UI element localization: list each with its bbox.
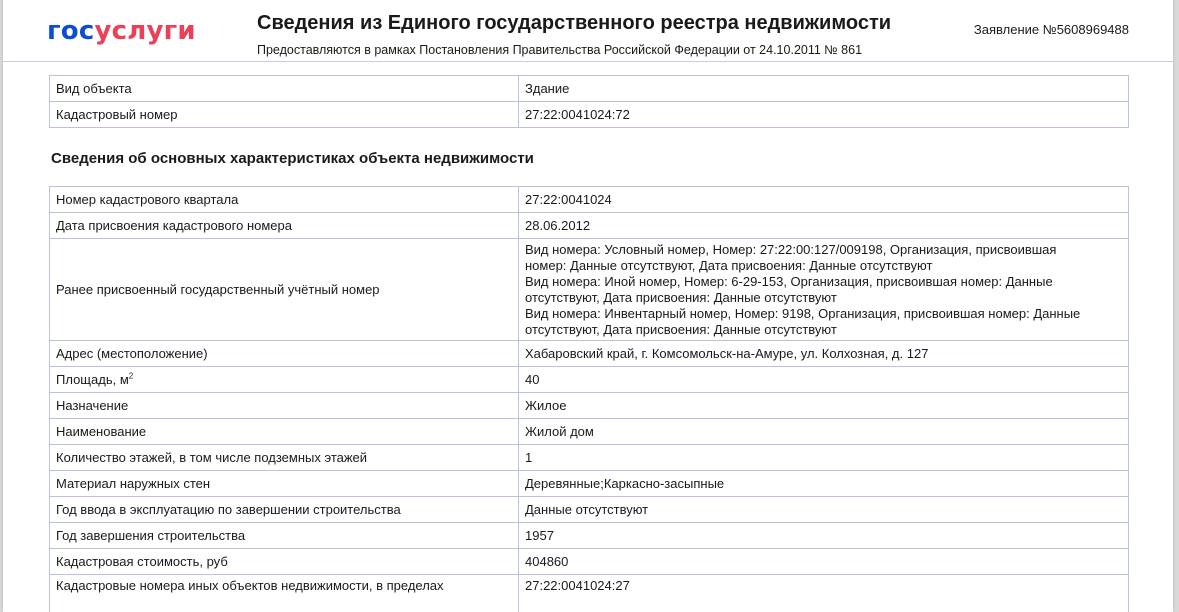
table-row <box>50 419 1129 445</box>
table-row <box>50 393 1129 419</box>
area-label <box>50 367 519 393</box>
previous-number-line: Вид номера: Иной номер, Номер: 6-29-153, Организация, присвоившая номер: Данные <box>525 273 1053 289</box>
table-row <box>50 213 1129 239</box>
previous-number-line: номер: Данные отсутствуют, Дата присвоения: Данные отсутствуют <box>525 257 933 273</box>
construction-year-value: 1957 <box>519 523 1129 549</box>
previous-numbers-value <box>519 239 1129 341</box>
table-row <box>50 575 1129 612</box>
name-label: Наименование <box>50 419 519 445</box>
document-header <box>3 0 1173 62</box>
other-objects-value: 27:22:0041024:27 <box>519 575 1129 612</box>
cadastral-quarter-label: Номер кадастрового квартала <box>50 187 519 213</box>
previous-number-line: отсутствуют, Дата присвоения: Данные отсутствуют <box>525 289 837 305</box>
commissioning-year-value: Данные отсутствуют <box>519 497 1129 523</box>
document-subtitle: Предоставляются в рамках Постановления Правительства Российской Федерации от 24.10.2011 № 861 <box>257 43 863 57</box>
previous-number-line: Вид номера: Инвентарный номер, Номер: 9198, Организация, присвоившая номер: Данные <box>525 305 1081 321</box>
document-page <box>3 0 1173 612</box>
address-label: Адрес (местоположение) <box>50 341 519 367</box>
table-row <box>50 497 1129 523</box>
cadastral-number-label: Кадастровый номер <box>50 102 519 128</box>
header-divider <box>3 61 1173 62</box>
area-label-superscript: 2 <box>128 371 134 381</box>
table-row <box>50 471 1129 497</box>
gosuslugi-logo[interactable] <box>47 13 196 49</box>
object-type-value: Здание <box>519 76 1129 102</box>
table-row <box>50 367 1129 393</box>
assignment-date-value: 28.06.2012 <box>519 213 1129 239</box>
application-number: Заявление №5608969488 <box>973 22 1129 37</box>
cadastral-value-value: 404860 <box>519 549 1129 575</box>
table-row <box>50 187 1129 213</box>
floors-label: Количество этажей, в том числе подземных этажей <box>50 445 519 471</box>
previous-number-line: Вид номера: Условный номер, Номер: 27:22:00:127/009198, Организация, присвоившая <box>525 241 1057 257</box>
table-row <box>50 76 1129 102</box>
table-row <box>50 549 1129 575</box>
area-label-text: Площадь, м <box>56 372 129 387</box>
purpose-label: Назначение <box>50 393 519 419</box>
table-row <box>50 341 1129 367</box>
purpose-value: Жилое <box>519 393 1129 419</box>
commissioning-year-label: Год ввода в эксплуатацию по завершении строительства <box>50 497 519 523</box>
table-row <box>50 239 1129 341</box>
previous-number-line: отсутствуют, Дата присвоения: Данные отсутствуют <box>525 321 837 337</box>
cadastral-value-label: Кадастровая стоимость, руб <box>50 549 519 575</box>
previous-numbers-label: Ранее присвоенный государственный учётный номер <box>50 239 519 341</box>
other-objects-label: Кадастровые номера иных объектов недвижимости, в пределах <box>50 575 519 612</box>
floors-value: 1 <box>519 445 1129 471</box>
wall-material-value: Деревянные;Каркасно-засыпные <box>519 471 1129 497</box>
table-row <box>50 523 1129 549</box>
construction-year-label: Год завершения строительства <box>50 523 519 549</box>
object-info-table <box>49 75 1129 128</box>
area-value: 40 <box>519 367 1129 393</box>
document-title: Сведения из Единого государственного реестра недвижимости <box>257 12 892 34</box>
logo-part-gos: гос <box>47 16 95 46</box>
cadastral-quarter-value: 27:22:0041024 <box>519 187 1129 213</box>
characteristics-table <box>49 186 1129 612</box>
table-row <box>50 445 1129 471</box>
table-row <box>50 102 1129 128</box>
address-value: Хабаровский край, г. Комсомольск-на-Амуре, ул. Колхозная, д. 127 <box>519 341 1129 367</box>
logo-part-uslugi: услуги <box>94 16 196 46</box>
cadastral-number-value: 27:22:0041024:72 <box>519 102 1129 128</box>
assignment-date-label: Дата присвоения кадастрового номера <box>50 213 519 239</box>
section-title: Сведения об основных характеристиках объекта недвижимости <box>51 150 534 167</box>
wall-material-label: Материал наружных стен <box>50 471 519 497</box>
object-type-label: Вид объекта <box>50 76 519 102</box>
name-value: Жилой дом <box>519 419 1129 445</box>
